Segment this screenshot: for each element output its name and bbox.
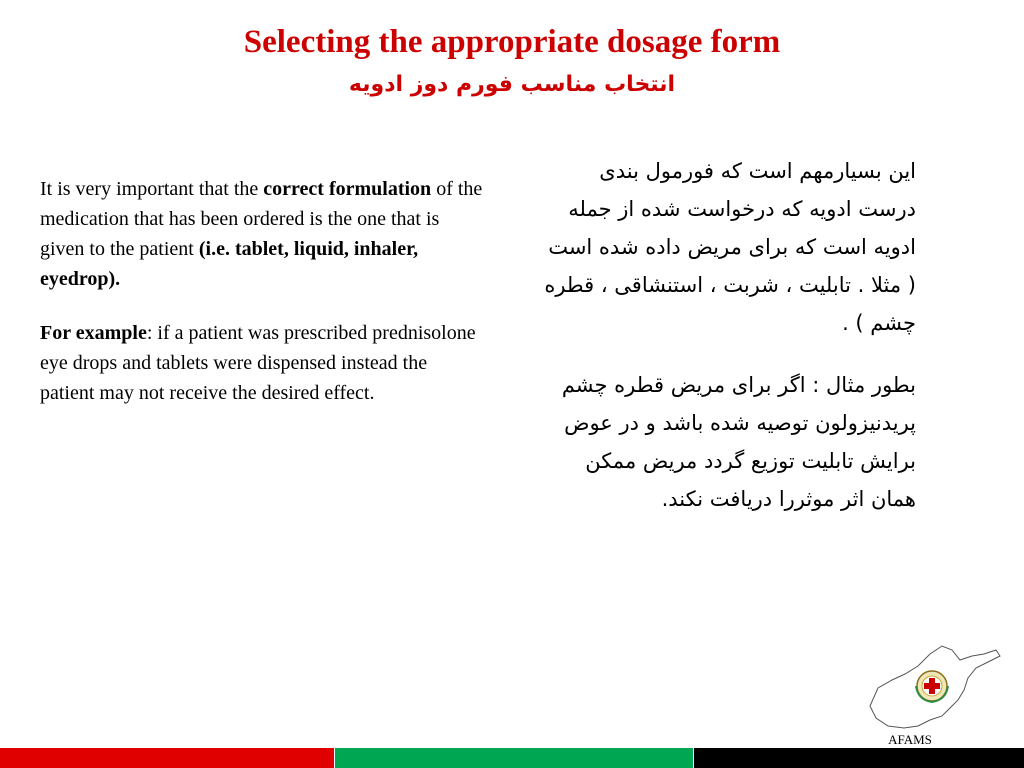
slide-title: Selecting the appropriate dosage form xyxy=(243,24,781,60)
flag-bar-black xyxy=(693,748,1024,768)
en-p2-rest: : if a patient was prescribed prednisolone eye drops and tablets were dispensed instead the patient may not receive the desired effect. xyxy=(40,322,476,404)
en-p1-intro: It is very important that the xyxy=(40,178,264,200)
flag-bar-green xyxy=(334,748,693,768)
flag-color-bar xyxy=(0,748,1024,768)
persian-text-column xyxy=(540,152,916,542)
slide-title-persian: انتخاب مناسب فورم دوز ادویه xyxy=(348,72,676,97)
english-paragraph-1 xyxy=(40,174,485,294)
en-p1-middle: of the medication that has been ordered is the one that is given to the patient xyxy=(40,178,483,260)
persian-paragraph-1: این بسیارمهم است که فورمول بندی درست ادویه که درخواست شده از جمله ادویه است که برای مریض داده شده است ( مثلا . تابلیت ، شربت ، استنشاقی ، قطره چشم ) . xyxy=(544,159,916,335)
afghanistan-map-logo-icon xyxy=(860,636,1005,736)
en-p1-correct-formulation: correct formulation xyxy=(263,178,432,200)
flag-bar-red xyxy=(0,748,334,768)
en-p2-for-example: For example xyxy=(40,322,147,344)
english-text-column xyxy=(40,174,485,432)
en-p1-dosage-examples: (i.e. tablet, liquid, inhaler, eyedrop). xyxy=(40,238,419,290)
english-paragraph-2 xyxy=(40,318,485,408)
persian-paragraph-2: بطور مثال : اگر برای مریض قطره چشم پریدنیزولون توصیه شده باشد و در عوض برایش تابلیت توزیع گردد مریض ممکن همان اثر موثررا دریافت نکند. xyxy=(561,373,916,511)
afams-label: AFAMS xyxy=(888,732,932,747)
